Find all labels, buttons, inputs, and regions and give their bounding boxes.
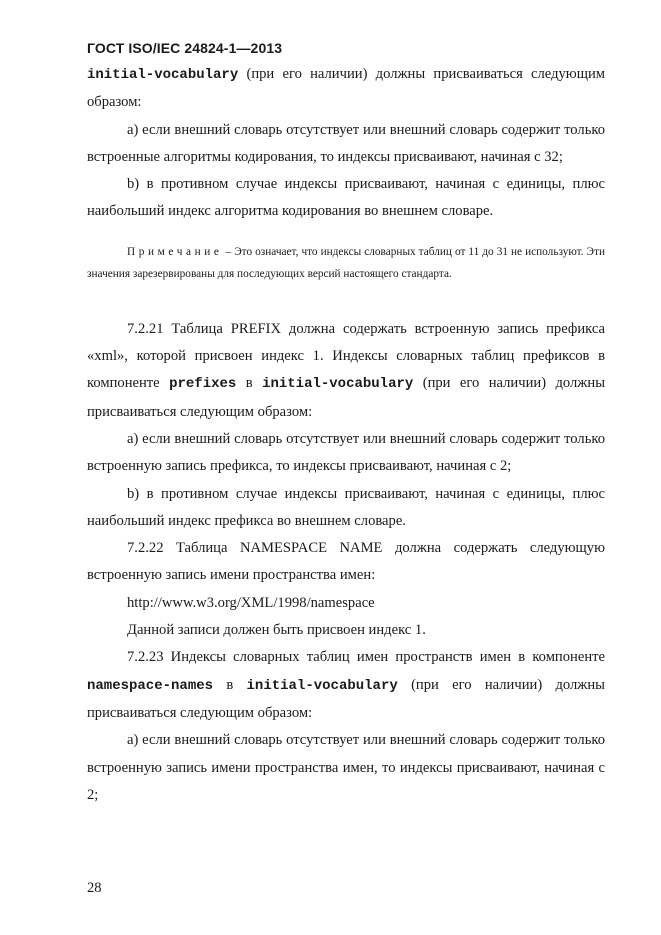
note-label: Примечание (127, 245, 223, 258)
index-assignment-note: Данной записи должен быть присвоен индекс 1. (127, 622, 426, 639)
page-body (87, 61, 605, 809)
namespace-url: http://www.w3.org/XML/1998/namespace (127, 594, 375, 611)
code-initial-vocabulary: initial-vocabulary (246, 677, 398, 694)
note (87, 241, 605, 286)
section-text: 7.2.23 Индексы словарных таблиц имен пространств имен в компоненте (127, 649, 605, 666)
section-7-2-21 (87, 316, 605, 426)
list-item-a-namespace: a) если внешний словарь отсутствует или внешний словарь содержит только встроенную запись имени пространства имен, то индексы присваивают, начиная с 2; (87, 732, 605, 803)
paragraph-text: (при его наличии) должны присваиваться следующим образом: (87, 66, 605, 111)
section-7-2-23 (87, 644, 605, 727)
code-initial-vocabulary: initial-vocabulary (87, 67, 239, 83)
list-item-a-encoding: a) если внешний словарь отсутствует или внешний словарь содержит только встроенные алгоритмы кодирования, то индексы присваивают, начиная с 32; (87, 121, 605, 165)
page-number: 28 (87, 880, 102, 896)
section-7-2-22: 7.2.22 Таблица NAMESPACE NAME должна содержать следующую встроенную запись имени пространства имен: (87, 540, 605, 584)
spacer (87, 286, 605, 316)
code-prefixes: prefixes (169, 376, 237, 393)
code-namespace-names: namespace-names (87, 677, 214, 694)
list-item-b-prefix: b) в противном случае индексы присваивают, начиная с единицы, плюс наибольший индекс префикса во внешнем словаре. (87, 485, 605, 529)
code-initial-vocabulary: initial-vocabulary (262, 376, 414, 393)
section-text: 7.2.21 Таблица PREFIX должна содержать встроенную запись префикса «xml», которой присвоен индекс 1. Индексы словарных таблиц префиксов в компоненте (87, 320, 605, 392)
section-text: (при его наличии) должны присваиваться следующим образом: (87, 676, 605, 721)
section-text: в (213, 676, 247, 693)
note-text: – Это означает, что индексы словарных таблиц от 11 до 31 не используют. Эти значения зарезервированы для последующих версий настоящего стандарта. (87, 245, 605, 281)
document-header: ГОСТ ISO/IEC 24824-1—2013 (87, 40, 283, 56)
section-text: (при его наличии) должны присваиваться следующим образом: (87, 375, 605, 420)
section-text: в (236, 375, 263, 392)
list-item-a-prefix: a) если внешний словарь отсутствует или внешний словарь содержит только встроенную запись префикса, то индексы присваивают, начиная с 2; (87, 430, 605, 475)
list-item-b-encoding: b) в противном случае индексы присваивают, начиная с единицы, плюс наибольший индекс алгоритма кодирования во внешнем словаре. (87, 176, 605, 220)
paragraph-vocabulary-indexes (87, 61, 605, 117)
